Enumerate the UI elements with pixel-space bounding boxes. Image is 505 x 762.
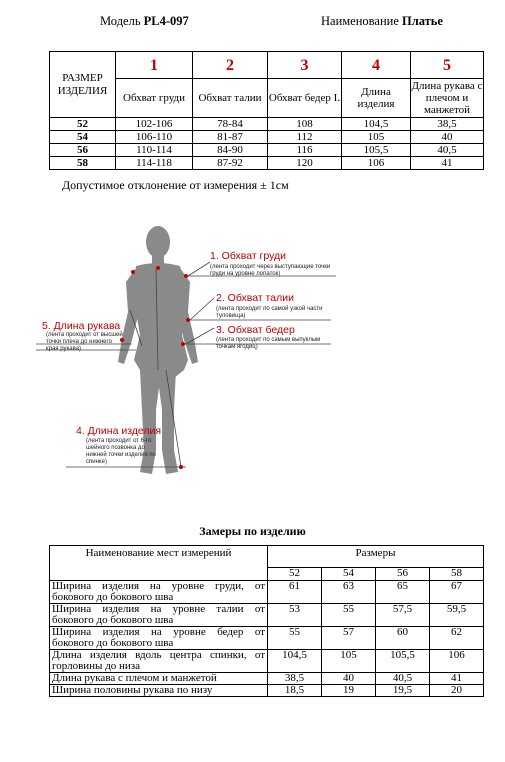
m4-note: (лента проходит от 6-го шейного позвонка до нижней точки изделия по спинке) [86,438,156,465]
table-row: Длина рукава с плечом и манжетой 38,5 40 40,5 41 [50,673,484,685]
m2-note: (лента проходит по самой узкой части туловища) [216,306,323,319]
m1-note: (лента проходит через выступающие точки груди на уровне лопаток) [210,264,331,277]
num-2: 2 [193,52,268,79]
m5-note: (лента проходит от высшей точки плеча до нижнего края рукава) [46,332,123,352]
m1-title: 1. Обхват груди [210,250,286,262]
name-value: Платье [402,14,443,28]
num-3: 3 [268,52,342,79]
tolerance-note: Допустимое отклонение от измерения ± 1см [62,178,289,192]
table-row: 58 114-118 87-92 120 106 41 [50,157,484,170]
table-row: Ширина изделия на уровне талии от бокового до бокового шва 53 55 57,5 59,5 [50,604,484,627]
m2-title: 2. Обхват талии [216,292,294,304]
table-row: Ширина половины рукава по низу 18,5 19 19,5 20 [50,685,484,697]
label-hips: Обхват бедер I. [268,79,342,118]
size-corner: РАЗМЕР ИЗДЕЛИЯ [50,52,116,118]
table-row: Длина изделия вдоль центра спинки, от горловины до низа 104,5 105 105,5 106 [50,650,484,673]
table-row: 54 106-110 81-87 112 105 40 [50,131,484,144]
table-row: 52 102-106 78-84 108 104,5 38,5 [50,118,484,131]
measurement-figure [36,220,486,490]
num-1: 1 [116,52,193,79]
model-label: Модель [100,14,141,28]
table-row: Ширина изделия на уровне груди, от бокового до бокового шва 61 63 65 67 [50,581,484,604]
m3-note: (лента проходит по самым выпуклым точкам ягодиц) [216,337,321,350]
head-name: Наименование мест измерений [50,546,268,581]
label-waist: Обхват талии [193,79,268,118]
label-length: Длина изделия [342,79,411,118]
table-row: 56 110-114 84-90 116 105,5 40,5 [50,144,484,157]
measurements-table: Наименование мест измерений Размеры 52 54 56 58 Ширина изделия на уровне груди, от бокового до бокового шва 61 63 65 67 Ширина изделия на уровне талии от бокового до бокового шва 53 55 57,5 59,5 Ширина изделия на уровне бедер от бокового до бокового шва 55 57 60 62 Длина изделия вдоль центра спинки, от горловины до низа 104,5 105 105,5 106 Длина рукава с плечом и манжетой 38,5 40 40,5 41 Ширина половины рукава по низу 18,5 19 19,5 20 [49,545,484,697]
m5-title: 5. Длина рукава [42,320,121,332]
m4-title: 4. Длина изделия [76,425,162,437]
m3-title: 3. Обхват бедер [216,324,295,336]
model-line [100,14,189,29]
name-label: Наименование [321,14,399,28]
label-sleeve: Длина рукава с плечом и манжетой [411,80,483,116]
model-value: PL4-097 [143,14,189,28]
measurements-title: Замеры по изделию [199,524,306,538]
num-4: 4 [342,52,411,79]
size-table [49,51,484,170]
label-chest: Обхват груди [116,79,193,118]
num-5: 5 [411,52,484,79]
head-sizes: Размеры [268,546,484,568]
table-row: Ширина изделия на уровне бедер от бокового до бокового шва 55 57 60 62 [50,627,484,650]
name-line [321,14,443,29]
